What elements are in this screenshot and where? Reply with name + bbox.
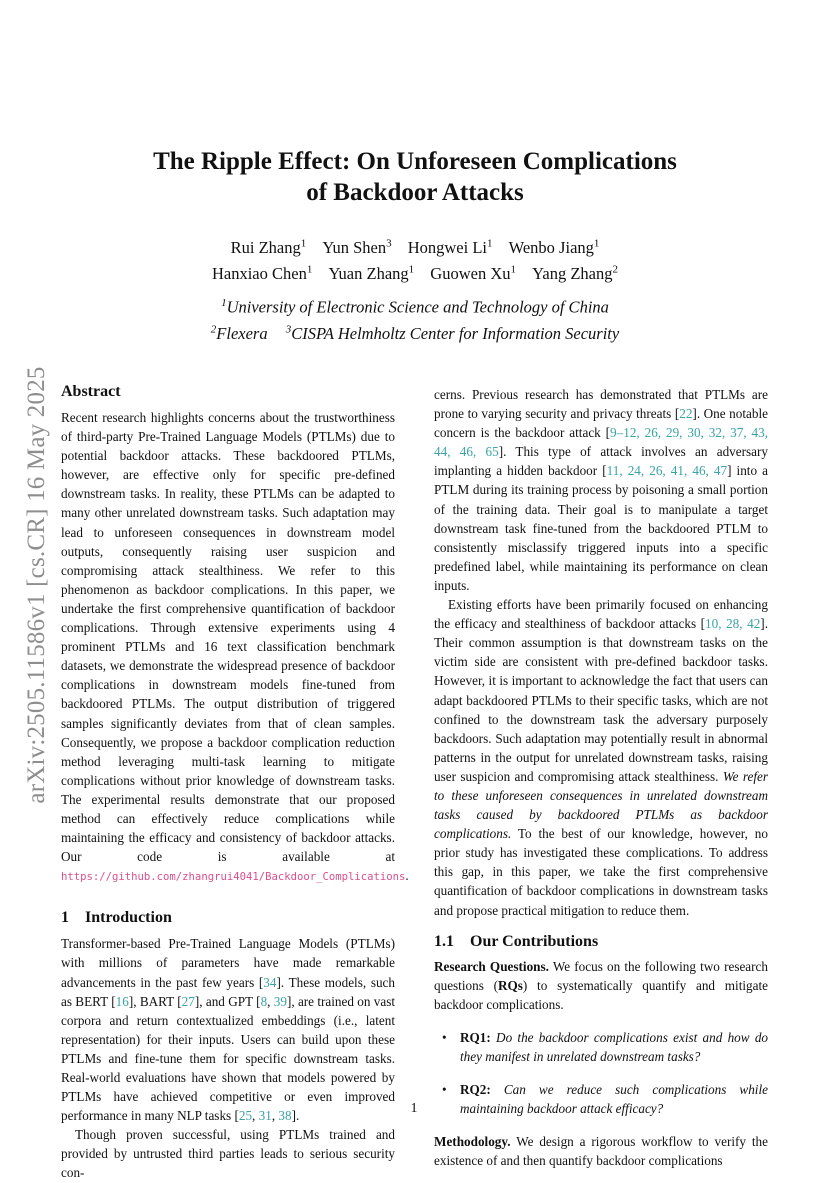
citation-link[interactable]: 22	[679, 406, 693, 422]
affiliation-line-2	[60, 319, 770, 346]
citation-link[interactable]: 34	[263, 974, 277, 990]
author: Yuan Zhang$^1$	[328, 263, 415, 283]
arxiv-stamp	[17, 340, 57, 830]
paper-title	[60, 146, 770, 208]
intro-paragraph-1: Transformer-based Pre-Trained Language Models (PTLMs) with millions of parameters have made remarkable advancements in the past few years [34]. These models, such as BERT [16], BART [27], and GPT [8, 39], are trained on vast corpora and return contextualized embeddings (i.e., latent representation) for their inputs. Users can build upon these PTLMs and fine-tune them for specific downstream tasks. Real-world evaluations have shown that models powered by PTLMs have achieved competitive or even improved performance in many NLP tasks [25, 31, 38].	[61, 936, 395, 1124]
author: Hanxiao Chen$^1$	[211, 263, 313, 283]
title-line-1: The Ripple Effect: On Unforeseen Complications	[153, 148, 677, 175]
author: Hongwei Li$^1$	[407, 237, 493, 257]
citation-link[interactable]: 31	[258, 1108, 272, 1124]
contributions-heading: 1.1 Our Contributions	[434, 932, 599, 950]
introduction-heading: 1 Introduction	[61, 909, 172, 927]
list-item: • RQ2: Can we reduce such complications while maintaining backdoor attack efficacy?	[442, 1082, 768, 1117]
author: Yun Shen$^3$	[322, 237, 392, 257]
research-questions-paragraph: Research Questions. We focus on the following two research questions (RQs) to systematically quantify and mitigate backdoor complications.	[434, 958, 769, 1012]
author: Guowen Xu$^1$	[430, 263, 516, 283]
code-link[interactable]: https://github.com/zhangrui4041/Backdoor_Complications	[61, 871, 406, 884]
page-number: 1	[410, 1101, 418, 1116]
citation-link[interactable]: 11, 24, 26, 41, 46, 47	[606, 463, 728, 479]
right-paragraph-2: Existing efforts have been primarily focused on enhancing the efficacy and stealthiness of backdoor attacks [10, 28, 42]. Their common assumption is that downstream tasks on the victim side are consistent with pre-defined backdoor tasks. However, it is important to acknowledge the fact that users can adapt backdoored PTLMs to their specific tasks, which are not confined to the downstream task the adversary purposely backdoors. Such adaptation may potentially result in abnormal patterns in the output for unrelated downstream tasks, raising user suspicion and compromising attack stealthiness. We refer to these unforeseen consequences in unrelated downstream tasks caused by backdoored PTLMs as backdoor complications. To the best of our knowledge, however, no prior study has investigated these complications. To address this gap, in this paper, we take the first comprehensive quantification of backdoor complications in downstream tasks and propose practical mitigation to reduce them.	[434, 597, 768, 918]
author: Rui Zhang$^1$	[230, 237, 307, 257]
author-line-2	[60, 259, 770, 286]
right-column	[434, 385, 768, 1170]
citation-link[interactable]: 9–12, 26, 29, 30, 32, 37, 43, 44, 46, 65	[434, 425, 768, 460]
citation-link[interactable]: 25	[238, 1108, 253, 1124]
citation-link[interactable]: 10, 28, 42	[705, 616, 761, 632]
citation-link[interactable]: 27	[181, 993, 195, 1009]
abstract-heading: Abstract	[61, 383, 121, 400]
right-paragraph-1: cerns. Previous research has demonstrated that PTLMs are prone to varying security and privacy threats [22]. One notable concern is the backdoor attack [9–12, 26, 29, 30, 32, 37, 43, 44, 46, 65]. This type of attack involves an adversary implanting a hidden backdoor [11, 24, 26, 41, 46, 47] into a PTLM during its training process by poisoning a small portion of the training data. Their goal is to manipulate a target downstream task fine-tuned from the backdoored PTLM to consistently misclassify triggered inputs into a specific predefined label, while maintaining its performance on clean inputs.	[434, 387, 768, 593]
author-list	[60, 232, 770, 285]
affiliations	[60, 292, 770, 345]
citation-link[interactable]: 8	[260, 993, 268, 1009]
affiliation: $^3$CISPA Helmholtz Center for Information Security	[285, 323, 620, 343]
arxiv-id: arXiv:2505.11586v1 [cs.CR] 16 May 2025	[23, 366, 50, 804]
left-column	[61, 382, 409, 1183]
abstract-text: Recent research highlights concerns about the trustworthiness of third-party Pre-Trained Language Models (PTLMs) due to potential backdoor attacks. These backdoored PTLMs, however, are effective only for specific pre-defined downstream tasks. In reality, these PTLMs can be adapted to many other unrelated downstream tasks. Such adaptation may lead to unforeseen consequences in downstream model outputs, consequently raising user suspicion and compromising attack stealthiness. We refer to this phenomenon as backdoor complications. In this paper, we undertake the first comprehensive quantification of backdoor complications. Through extensive experiments using 4 prominent PTLMs and 16 text classification benchmark datasets, we demonstrate the widespread presence of backdoor complications in downstream models fine-tuned from backdoored PTLMs. The output distribution of triggered samples significantly deviates from that of clean samples. Consequently, we propose a backdoor complication reduction method leveraging multi-task learning to mitigate complications without prior knowledge of downstream tasks. The experimental results demonstrate that our proposed method can effectively reduce complications while maintaining the efficacy and consistency of backdoor attacks. Our code is available at https://github.com/zhangrui4041/Backdoor_Complications.	[61, 410, 409, 884]
list-item: • RQ1: Do the backdoor complications exist and how do they manifest in unrelated downstream tasks?	[442, 1029, 769, 1064]
affiliation: $^2$Flexera	[210, 323, 268, 343]
affiliation: University of Electronic Science and Technology of China	[226, 297, 609, 317]
affiliation-line-1: $^1$University of Electronic Science and Technology of China	[221, 297, 609, 317]
citation-link[interactable]: 39	[273, 993, 287, 1009]
citation-link[interactable]: 16	[115, 993, 129, 1009]
citation-link[interactable]: 38	[278, 1108, 292, 1124]
author-line-1	[60, 232, 770, 259]
author: Wenbo Jiang$^1$	[508, 237, 600, 257]
methodology-paragraph: Methodology. We design a rigorous workflow to verify the existence of and then quantify backdoor complications	[434, 1134, 768, 1169]
author: Yang Zhang$^2$	[532, 263, 618, 283]
title-line-2: of Backdoor Attacks	[306, 179, 524, 206]
intro-paragraph-2: Though proven successful, using PTLMs trained and provided by untrusted third parties leads to serious security con-	[61, 1127, 395, 1181]
